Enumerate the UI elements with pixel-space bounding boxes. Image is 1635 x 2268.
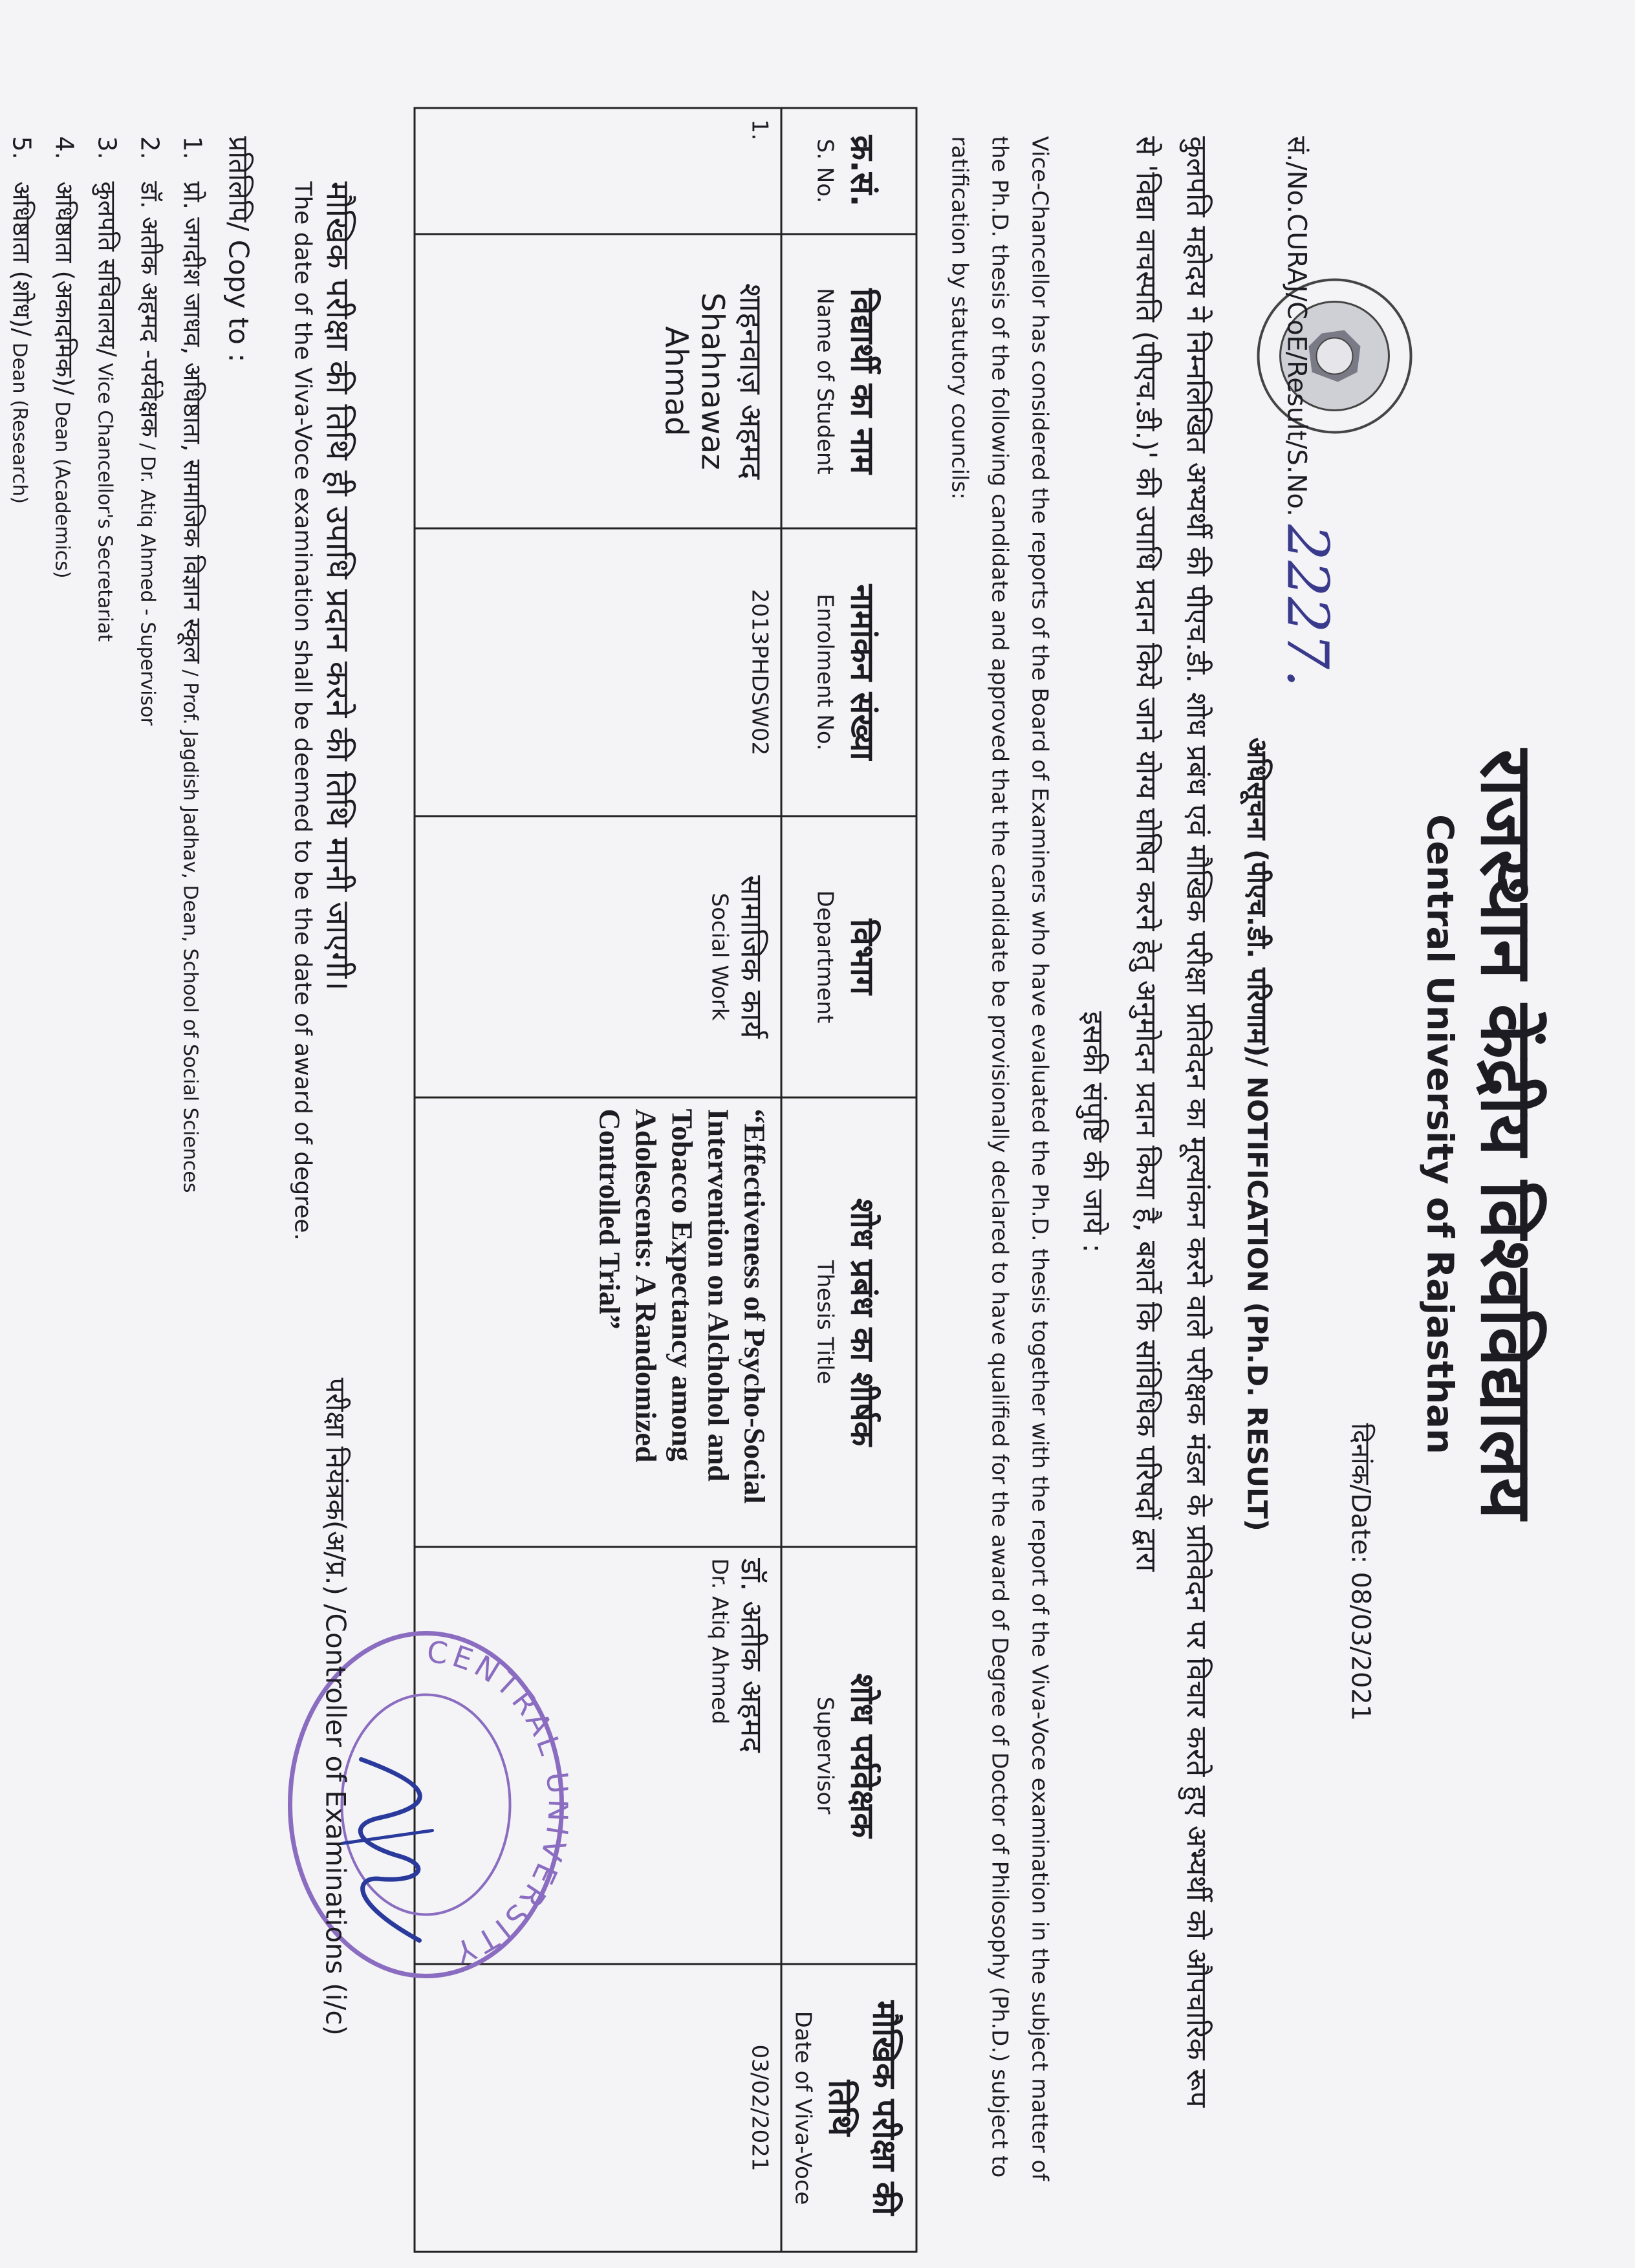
cell-viva-date: 03/02/2021 [415,1964,781,2252]
deemed-date-note-hindi: मौखिक परीक्षा की तिथि ही उपाधि प्रदान करने की तिथि मानी जाएगी। [319,181,356,991]
handwritten-serial: 2227. [1274,524,1341,687]
cell-sno: 1. [415,108,781,234]
list-item: 5.अधिष्ठाता (शोध)/ Dean (Research) [7,136,36,504]
copy-to-title: प्रतिलिपि/ Copy to : [222,136,254,362]
cell-department: सामाजिक कार्य Social Work [415,816,781,1097]
header-department: विभाग Department [781,816,916,1097]
header-supervisor: शोध पर्यवेक्षक Supervisor [781,1547,916,1964]
controller-designation: परीक्षा नियंत्रक(अ/प्र.) /Controller of Examinations (i/c) [319,1377,351,2036]
header-enrolment: नामांकन संख्या Enrolment No. [781,528,916,816]
intro-paragraph-english: Vice-Chancellor has considered the reports of the Board of Examiners who have evaluated the Ph.D. thesis together with the report of the Viva-Voce examination in the subject matter of the Ph.D. thesis of the following candidate and approved that the candidate be provisionally declared to have qualified for the award of Degree of Doctor of Philosophy (Ph.D.) subject to ratification by statutory councils: [946,136,1052,2181]
seal-text: CENTRAL ERSITY [424,1634,568,1971]
header-thesis-title: शोध प्रबंध का शीर्षक Thesis Title [781,1097,916,1547]
header-viva-date: मौखिक परीक्षा की तिथि Date of Viva-Voce [781,1964,916,2252]
header-name: विद्यार्थी का नाम Name of Student [781,234,916,528]
cell-enrolment: 2013PHDSW02 [415,528,781,816]
intro-paragraph-hindi-end: इसकी संपुष्टि की जाये : [1076,1011,1109,1253]
university-name-hindi: राजस्थान केंद्रीय विश्वविद्यालय [1465,749,1548,1519]
cell-thesis-title: “Effectiveness of Psycho-Social Intervention on Alchohol and Tobacco Expectancy among Adolescents: A Randomized Controlled Trial” [415,1097,781,1547]
header-sno: क्र.सं. S. No. [781,108,916,234]
date-label: दिनांक/Date: [1345,1423,1375,1564]
list-item: 3.कुलपति सचिवालय/ Vice Chancellor's Secretariat [92,136,121,642]
date-value: 08/03/2021 [1345,1571,1375,1721]
notification-title: अधिसूचना (पीएच.डी. परिणाम)/ NOTIFICATION (Ph.D. RESULT) [1241,737,1273,1531]
document-date [1344,1423,1380,1721]
cell-supervisor: डॉ. अतीक अहमद Dr. Atiq Ahmed [415,1547,781,1964]
cell-student-name: शाहनवाज़ अहमद Shahnawaz Ahmad [415,234,781,528]
list-item: 4.अधिष्ठाता (अकादमिक)/ Dean (Academics) [50,136,78,578]
list-item: 1.प्रो. जगदीश जाधव, अधिष्ठाता, सामाजिक विज्ञान स्कूल / Prof. Jagdish Jadhav, Dean, School of Social Sciences [178,136,206,1193]
table-header-row [781,108,916,2252]
university-name-english: Central University of Rajasthan [1418,814,1460,1454]
deemed-date-note-english: The date of the Viva-Voce examination shall be deemed to be the date of award of degree. [289,181,316,1240]
reference-number [1274,136,1341,687]
intro-paragraph-hindi: कुलपति महोदय ने निम्नलिखित अभ्यर्थी की पीएच.डी. शोध प्रबंध एवं मौखिक परीक्षा प्रतिवेदन का मूल्यांकन करने वाले परीक्षक मंडल के प्रतिवेदन पर विचार करते हुए अभ्यर्थी को औपचारिक रूप से 'विद्या वाचस्पति (पीएच.डी.)' की उपाधि प्रदान किये जाने योग्य घोषित करने हेतु अनुमोदन प्रदान किया है, बशर्ते कि सांविधिक परिषदों द्वारा [1129,136,1213,2108]
reference-label: सं./No.CURAJ/CoE/Result/S.No. [1281,136,1311,517]
copy-to-list [0,136,212,1193]
list-item: 2.डॉ. अतीक अहमद -पर्यवेक्षक / Dr. Atiq Ahmed - Supervisor [135,136,164,726]
